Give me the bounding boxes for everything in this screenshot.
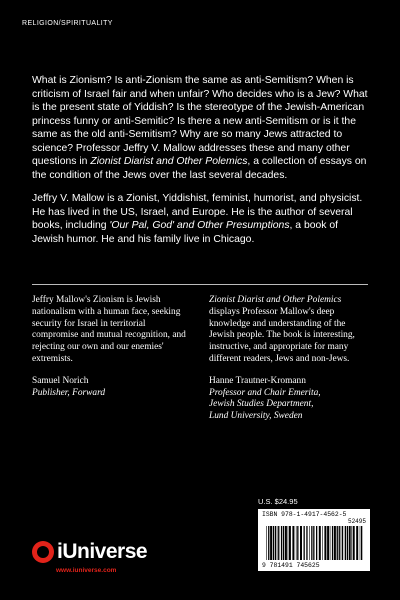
blurb-text: What is Zionism? Is anti-Zionism the same as anti-Semitism? When is criticism of Israel fair and when unfair? Who decides who is a Jew? What is the present state of Yiddish? Is the stereotype of the Jewish-American princess funny or anti-Semitic? Is there a new anti-Semitism or is it the same as the old anti-Semitism? Why are so many Jews attracted to science? Professor Jeffry V. Mallow addresses these and many other questions in (32, 75, 368, 167)
barcode-bar (322, 526, 323, 560)
price-label: U.S. $24.95 (258, 497, 298, 506)
iuniverse-circle-icon (32, 541, 54, 563)
barcode-bar (349, 526, 351, 560)
barcode-bar (339, 526, 340, 560)
barcode-bar (319, 526, 321, 560)
barcode-bars (264, 526, 364, 560)
endorser-role-line: Jewish Studies Department, (209, 399, 314, 410)
barcode-bar (304, 526, 305, 560)
barcode-bar (270, 526, 272, 560)
barcode-bar (297, 526, 298, 560)
barcode-bar (334, 526, 336, 560)
endorsement-text: Jeffry Mallow's Zionism is Jewish nationalism with a human face, seeking security for Israel in territorial compromise and mutual recognition, and rejecting our own and our enemies' extremists. (32, 295, 186, 364)
barcode-bar (360, 526, 361, 560)
barcode-bar (337, 526, 338, 560)
barcode-bar (351, 526, 352, 560)
barcode-bar (309, 526, 310, 560)
price-addon-code: 52495 (347, 518, 366, 525)
endorser-role: Publisher, Forward (32, 387, 106, 398)
barcode-bar (285, 526, 287, 560)
barcode-bar (327, 526, 329, 560)
endorsement-attribution (209, 376, 368, 423)
book-title-italic: Zionist Diarist and Other Polemics (209, 295, 342, 305)
isbn-text: ISBN 978-1-4917-4562-5 (262, 511, 347, 518)
barcode-bar (296, 526, 297, 560)
barcode-bar (268, 526, 269, 560)
barcode-bar (275, 526, 276, 560)
barcode-bar (316, 526, 317, 560)
barcode-bar (347, 526, 348, 560)
blurb-text: , a collection of essays on the condition of the Jews over the last several decades. (32, 156, 367, 181)
endorsement-text-rest: displays Professor Mallow's deep knowledge and understanding of the Jewish people. The book is interesting, instructive, and appropriate for many different readers, Jews and non-Jews. (209, 306, 355, 364)
endorser-name: Samuel Norich (32, 375, 89, 386)
barcode-bar (273, 526, 274, 560)
barcode-bar (288, 526, 289, 560)
barcode-bar (266, 526, 267, 560)
endorser-name: Hanne Trautner-Kromann (209, 375, 306, 386)
other-book-title-italic: 'Our Pal, God' and Other Presumptions (109, 220, 290, 231)
endorsement-trautner-kromann (209, 295, 368, 423)
barcode-bar (311, 526, 312, 560)
barcode-bar (345, 526, 346, 560)
barcode-bar (306, 526, 307, 560)
endorsement-attribution (32, 376, 191, 400)
blurb-paragraph-author-bio (32, 192, 368, 246)
barcode-bar (277, 526, 278, 560)
endorsement-norich (32, 295, 191, 423)
barcode-bar (356, 526, 358, 560)
barcode-bar (300, 526, 302, 560)
barcode-bar (361, 526, 362, 560)
endorser-role-line: Lund University, Sweden (209, 411, 303, 422)
bio-text: Jeffry V. Mallow is a Zionist, Yiddishist, feminist, humorist, and physicist. He has lived in the US, Israel, and Europe. He is the author of several books, including (32, 193, 363, 231)
endorser-role-line: Professor and Chair Emerita, (209, 387, 321, 398)
endorsements (32, 295, 368, 423)
ean-digits: 9 781491 745625 (262, 562, 320, 569)
isbn-barcode (258, 509, 370, 571)
endorsement-text (209, 295, 368, 366)
barcode-bar (353, 526, 355, 560)
publisher-name: iUniverse (57, 540, 148, 563)
book-title-italic: Zionist Diarist and Other Polemics (90, 156, 248, 167)
back-cover-blurb (32, 74, 368, 256)
divider-line (32, 284, 368, 285)
blurb-paragraph-questions (32, 74, 368, 182)
barcode-bar (278, 526, 279, 560)
barcode-bar (324, 526, 326, 560)
barcode-bar (289, 526, 291, 560)
barcode-bar (313, 526, 314, 560)
barcode-bar (332, 526, 333, 560)
publisher-url: www.iuniverse.com (56, 567, 117, 574)
barcode-bar (292, 526, 294, 560)
category-label: RELIGION/SPIRITUALITY (22, 20, 113, 27)
bio-text: , a book of Jewish humor. He and his family live in Chicago. (32, 220, 339, 245)
barcode-bar (342, 526, 343, 560)
barcode-bar (283, 526, 284, 560)
barcode-bar (281, 526, 282, 560)
barcode-bar (330, 526, 331, 560)
publisher-logo (32, 540, 147, 564)
barcode-bar (341, 526, 342, 560)
